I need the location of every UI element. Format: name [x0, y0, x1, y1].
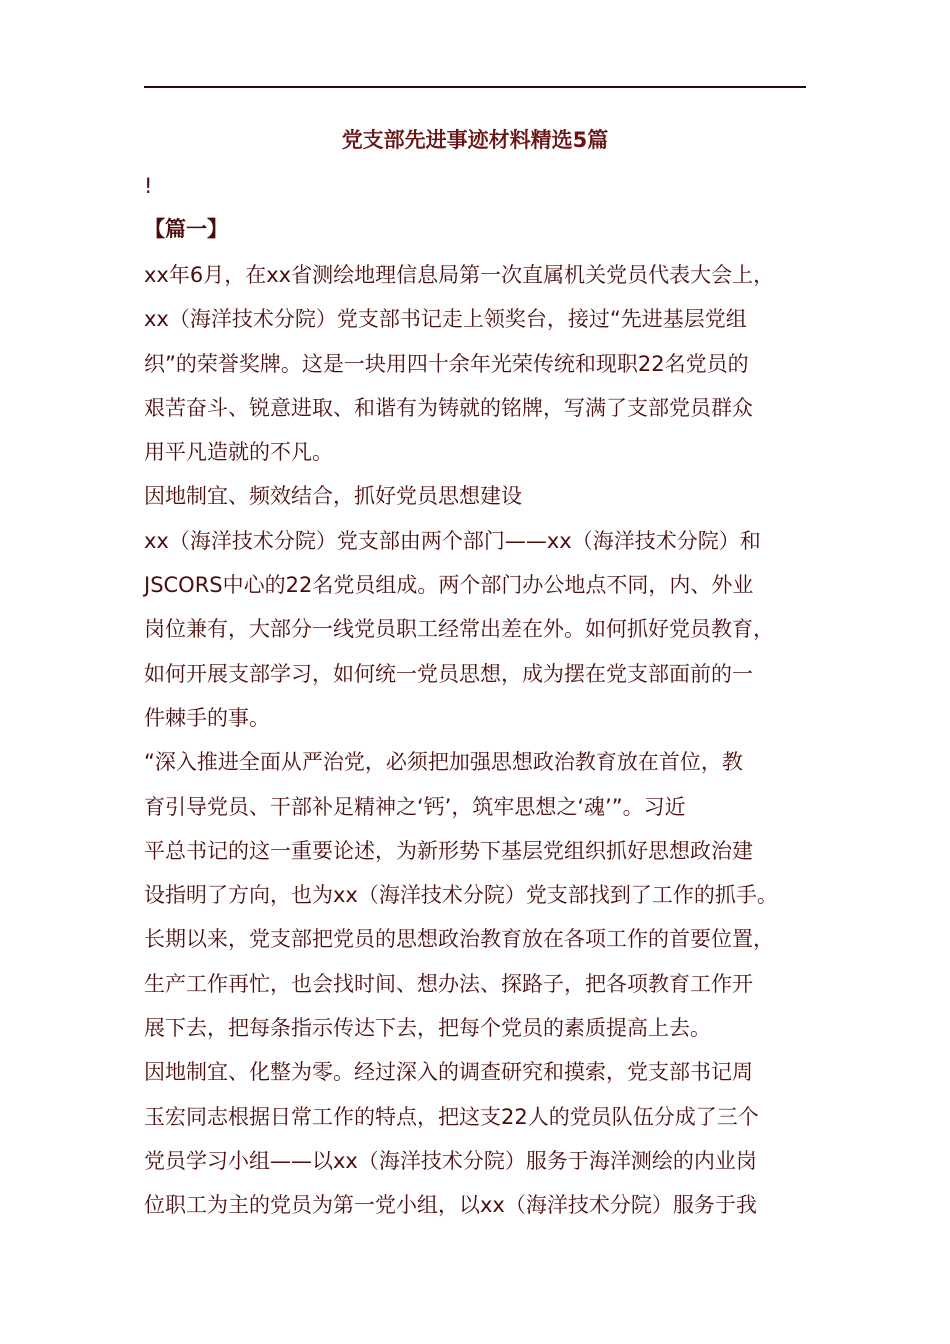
text-line: 艰苦奋斗、锐意进取、和谐有为铸就的铭牌，写满了支部党员群众 [144, 395, 753, 420]
text-line: 岗位兼有，大部分一线党员职工经常出差在外。如何抓好党员教育， [144, 617, 774, 642]
text-line: xx（海洋技术分院）党支部由两个部门——xx（海洋技术分院）和 [144, 528, 761, 553]
section-heading: 【篇一】 [144, 217, 228, 241]
text-line: JSCORS中心的22名党员组成。两个部门办公地点不同，内、外业 [144, 573, 754, 598]
header-rule [144, 86, 806, 88]
text-line: 织”的荣誉奖牌。这是一块用四十余年光荣传统和现职22名党员的 [144, 351, 749, 376]
text-line: 因地制宜、频效结合，抓好党员思想建设 [144, 484, 522, 509]
text-line: 生产工作再忙，也会找时间、想办法、探路子，把各项教育工作开 [144, 971, 753, 996]
text-line: 件棘手的事。 [144, 705, 270, 730]
text-line: 如何开展支部学习，如何统一党员思想，成为摆在党支部面前的一 [144, 661, 753, 686]
text-line: xx（海洋技术分院）党支部书记走上领奖台，接过“先进基层党组 [144, 307, 747, 332]
text-line: 用平凡造就的不凡。 [144, 440, 333, 465]
text-line: 玉宏同志根据日常工作的特点，把这支22人的党员队伍分成了三个 [144, 1104, 759, 1129]
exclamation-mark: ! [144, 174, 153, 198]
text-line: “深入推进全面从严治党，必须把加强思想政治教育放在首位，教 [144, 750, 743, 775]
body-text [144, 253, 824, 1228]
text-line: 因地制宜、化整为零。经过深入的调查研究和摸索，党支部书记周 [144, 1060, 753, 1085]
document-title: 党支部先进事迹材料精选5篇 [341, 128, 609, 152]
text-line: 设指明了方向，也为xx（海洋技术分院）党支部找到了工作的抓手。 [144, 883, 778, 908]
text-line: 平总书记的这一重要论述，为新形势下基层党组织抓好思想政治建 [144, 838, 753, 863]
text-line: 长期以来，党支部把党员的思想政治教育放在各项工作的首要位置， [144, 927, 774, 952]
text-line: 育引导党员、干部补足精神之‘钙’，筑牢思想之‘魂’”。习近 [144, 794, 686, 819]
text-line: xx年6月，在xx省测绘地理信息局第一次直属机关党员代表大会上， [144, 263, 775, 287]
text-line: 位职工为主的党员为第一党小组，以xx（海洋技术分院）服务于我 [144, 1193, 757, 1218]
text-line: 展下去，把每条指示传达下去，把每个党员的素质提高上去。 [144, 1016, 711, 1041]
text-line: 党员学习小组——以xx（海洋技术分院）服务于海洋测绘的内业岗 [144, 1148, 757, 1173]
